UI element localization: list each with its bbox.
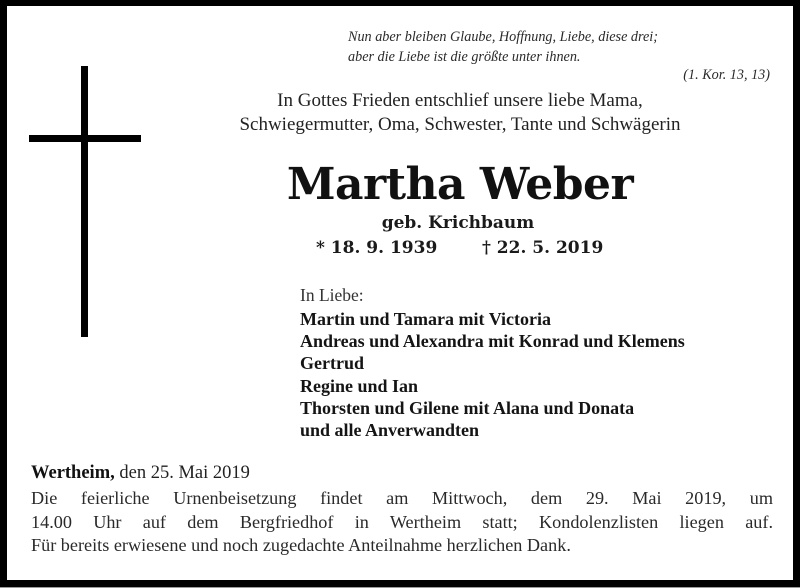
verse-line: aber die Liebe ist die größte unter ihnen.: [348, 49, 581, 65]
maiden-name: geb. Krichbaum: [381, 213, 535, 233]
death-date: † 22. 5. 2019: [482, 238, 604, 258]
notice-line: Die feierliche Urnenbeisetzung findet am Mittwoch, dem 29. Mai 2019, um: [31, 488, 773, 508]
birth-date: * 18. 9. 1939: [316, 238, 438, 258]
mourner-line: Gertrud: [300, 353, 364, 374]
mourner-line: Martin und Tamara mit Victoria: [300, 309, 551, 329]
cross-horizontal-bar: [29, 135, 141, 142]
mourners-label: In Liebe:: [300, 285, 364, 305]
intro-line: Schwiegermutter, Oma, Schwester, Tante und Schwägerin: [239, 114, 681, 135]
place-and-date: [31, 461, 250, 485]
mourner-line: Regine und Ian: [300, 375, 419, 396]
mourner-line: Thorsten und Gilene mit Alana und Donata: [300, 397, 635, 418]
intro-text: [150, 89, 770, 137]
date: den 25. Mai 2019: [114, 463, 250, 483]
mourners-list: [300, 308, 780, 441]
deceased-name: Martha Weber: [286, 159, 634, 210]
bible-verse: [330, 27, 770, 84]
verse-reference: (1. Kor. 13, 13): [683, 67, 770, 83]
notice-line: 14.00 Uhr auf dem Bergfriedhof in Wertheim statt; Kondolenzlisten liegen auf.: [31, 511, 773, 532]
verse-line: Nun aber bleiben Glaube, Hoffnung, Liebe, diese drei;: [348, 29, 658, 45]
place: Wertheim,: [31, 463, 115, 483]
intro-line: In Gottes Frieden entschlief unsere liebe Mama,: [277, 90, 643, 111]
mourner-line: Andreas und Alexandra mit Konrad und Klemens: [300, 331, 685, 352]
mourner-line: und alle Anverwandten: [300, 420, 480, 441]
cross-vertical-bar: [81, 66, 88, 337]
notice-line: Für bereits erwiesene und noch zugedachte Anteilnahme herzlichen Dank.: [31, 535, 571, 555]
funeral-notice: [31, 487, 773, 558]
